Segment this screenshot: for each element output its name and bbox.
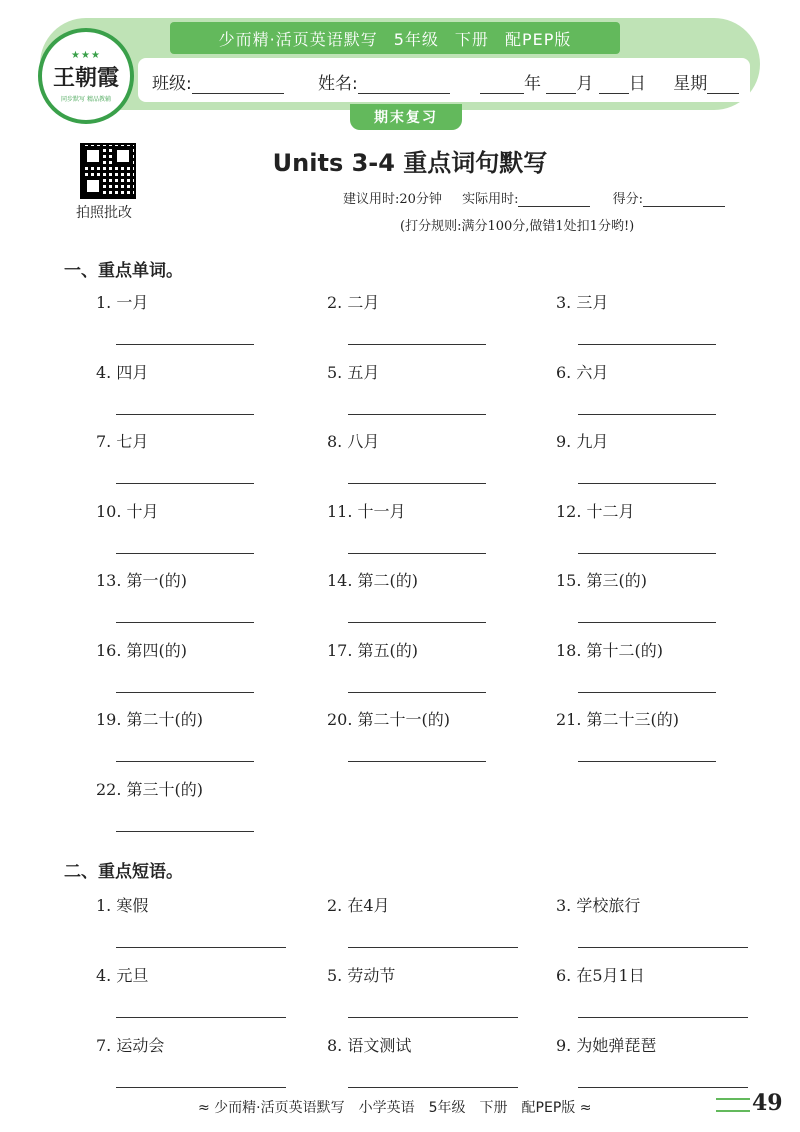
answer-line[interactable] xyxy=(348,947,518,948)
day-field[interactable] xyxy=(599,76,629,94)
answer-line[interactable] xyxy=(578,414,716,415)
question-item: 21. 第二十三(的) xyxy=(556,710,680,729)
question-item: 10. 十月 xyxy=(96,501,159,521)
answer-line[interactable] xyxy=(116,483,254,484)
answer-line[interactable] xyxy=(348,1017,518,1018)
grade-label: 5年级 xyxy=(393,29,439,49)
question-item: 3. 三月 xyxy=(556,293,609,312)
answer-line[interactable] xyxy=(116,344,254,345)
scoring-rule: (打分规则:满分100分,做错1处扣1分哟!) xyxy=(400,219,635,234)
answer-line[interactable] xyxy=(116,622,254,623)
month-field[interactable] xyxy=(546,76,576,94)
answer-line[interactable] xyxy=(578,947,748,948)
qr-label: 拍照批改 xyxy=(76,205,132,221)
student-info-form xyxy=(138,58,750,102)
year-label: 年 xyxy=(524,74,541,94)
score-field[interactable] xyxy=(643,193,725,207)
year-field[interactable] xyxy=(480,76,524,94)
answer-line[interactable] xyxy=(116,947,286,948)
question-item: 15. 第三(的) xyxy=(556,571,648,590)
class-label: 班级: xyxy=(152,74,192,94)
question-item: 11. 十一月 xyxy=(327,501,406,521)
answer-line[interactable] xyxy=(578,761,716,762)
answer-line[interactable] xyxy=(116,761,254,762)
qr-code-icon[interactable] xyxy=(80,143,136,199)
name-label: 姓名: xyxy=(318,74,358,94)
question-item: 8. 八月 xyxy=(327,432,380,451)
weekday-field[interactable] xyxy=(707,76,739,94)
question-item: 9. 为她弹琵琶 xyxy=(556,1036,657,1055)
answer-line[interactable] xyxy=(348,1087,518,1088)
series-title: 少而精·活页英语默写 xyxy=(218,29,378,49)
volume-label: 下册 xyxy=(454,29,489,49)
answer-line[interactable] xyxy=(348,692,486,693)
question-item: 19. 第二十(的) xyxy=(96,710,204,729)
name-field[interactable] xyxy=(358,76,450,94)
answer-line[interactable] xyxy=(578,483,716,484)
actual-time-label: 实际用时: xyxy=(462,192,519,207)
answer-line[interactable] xyxy=(116,414,254,415)
answer-line[interactable] xyxy=(578,553,716,554)
day-label: 日 xyxy=(628,74,646,94)
brand-logo xyxy=(38,28,134,124)
answer-line[interactable] xyxy=(578,1087,748,1088)
answer-line[interactable] xyxy=(116,553,254,554)
answer-line[interactable] xyxy=(116,1017,286,1018)
answer-line[interactable] xyxy=(578,692,716,693)
time-score-line xyxy=(343,188,725,207)
question-item: 20. 第二十一(的) xyxy=(327,710,451,729)
question-item: 14. 第二(的) xyxy=(327,571,419,590)
question-item: 16. 第四(的) xyxy=(96,640,188,660)
star-icon: ★★★ xyxy=(71,49,101,61)
answer-line[interactable] xyxy=(348,761,486,762)
suggested-time: 建议用时:20分钟 xyxy=(343,192,442,207)
answer-line[interactable] xyxy=(348,414,486,415)
class-field[interactable] xyxy=(192,76,284,94)
answer-line[interactable] xyxy=(578,622,716,623)
score-label: 得分: xyxy=(612,192,643,207)
question-item: 13. 第一(的) xyxy=(96,571,188,590)
section2-heading: 二、重点短语。 xyxy=(64,862,183,882)
series-banner xyxy=(170,22,620,54)
footer-text: ≈ 少而精·活页英语默写 小学英语 5年级 下册 配PEP版 ≈ xyxy=(198,1100,592,1116)
question-item: 22. 第三十(的) xyxy=(96,779,204,799)
month-label: 月 xyxy=(576,74,594,94)
weekday-label: 星期 xyxy=(673,74,708,94)
question-item: 2. 二月 xyxy=(327,293,380,312)
logo-subtext: 同步默写 精品教辅 xyxy=(61,95,111,103)
question-item: 7. 七月 xyxy=(96,432,149,451)
answer-line[interactable] xyxy=(348,622,486,623)
wave-icon xyxy=(716,1098,750,1112)
question-item: 2. 在4月 xyxy=(327,896,390,915)
answer-line[interactable] xyxy=(348,344,486,345)
question-item: 12. 十二月 xyxy=(556,501,635,521)
logo-text: 王朝霞 xyxy=(52,64,119,91)
question-item: 7. 运动会 xyxy=(96,1036,165,1055)
question-item: 4. 四月 xyxy=(96,362,149,382)
question-item: 6. 六月 xyxy=(556,362,609,382)
edition-label: 配PEP版 xyxy=(504,29,572,49)
question-item: 4. 元旦 xyxy=(96,966,149,985)
question-item: 18. 第十二(的) xyxy=(556,640,664,660)
answer-line[interactable] xyxy=(348,553,486,554)
question-item: 6. 在5月1日 xyxy=(556,966,645,985)
question-item: 9. 九月 xyxy=(556,432,609,451)
section-tab: 期末复习 xyxy=(350,104,462,130)
question-item: 1. 寒假 xyxy=(96,896,149,915)
answer-line[interactable] xyxy=(348,483,486,484)
question-item: 8. 语文测试 xyxy=(327,1036,412,1055)
answer-line[interactable] xyxy=(116,692,254,693)
page-number: 49 xyxy=(752,1090,783,1116)
actual-time-field[interactable] xyxy=(518,193,590,207)
question-item: 5. 劳动节 xyxy=(327,966,396,985)
section1-heading: 一、重点单词。 xyxy=(64,261,183,281)
question-item: 1. 一月 xyxy=(96,293,149,312)
page-title: Units 3-4 重点词句默写 xyxy=(272,149,548,177)
answer-line[interactable] xyxy=(578,344,716,345)
answer-line[interactable] xyxy=(116,831,254,832)
answer-line[interactable] xyxy=(578,1017,748,1018)
question-item: 17. 第五(的) xyxy=(327,640,419,660)
question-item: 5. 五月 xyxy=(327,362,380,382)
question-item: 3. 学校旅行 xyxy=(556,896,641,915)
answer-line[interactable] xyxy=(116,1087,286,1088)
